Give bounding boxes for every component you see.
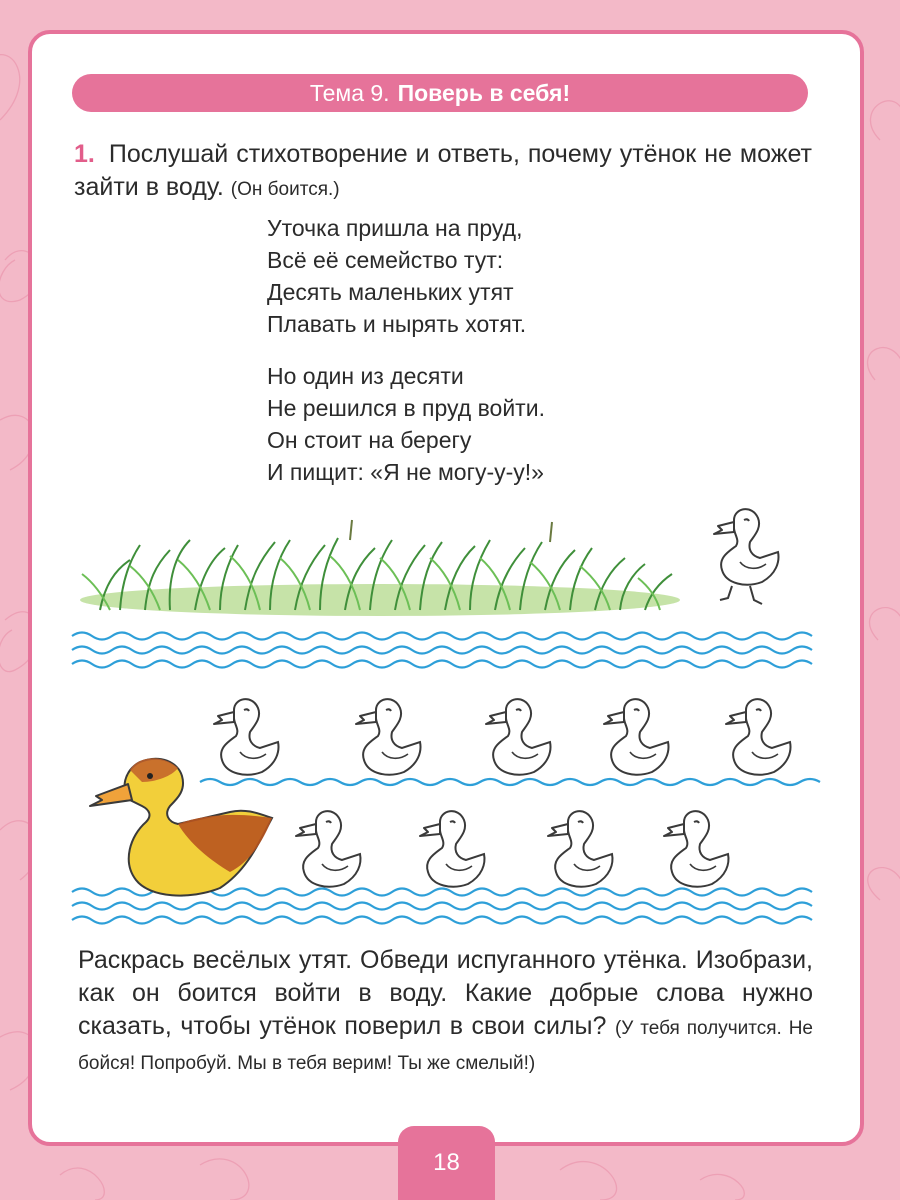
task-1 (74, 138, 812, 206)
duckling (296, 811, 360, 887)
poem-line: Всё её семейство тут: (267, 247, 504, 273)
duckling (664, 811, 728, 887)
scared-duckling (714, 509, 778, 585)
pond-illustration (60, 500, 840, 940)
duckling (548, 811, 612, 887)
duckling (356, 699, 420, 775)
duckling (726, 699, 790, 775)
instruction (78, 944, 813, 1080)
task-number: 1. (74, 140, 95, 168)
duckling (420, 811, 484, 887)
grass-bank (80, 520, 680, 616)
instruction-answer: (У тебя получится. Не бойся! Попробуй. Мы в тебя верим! Ты же смелый!) (78, 1018, 813, 1074)
topic-title: Поверь в себя! (397, 79, 571, 106)
task-text: Послушай стихотворение и ответь, почему утёнок не может зайти в воду. (74, 140, 812, 201)
page-number-label: 18 (433, 1149, 460, 1176)
poem-line: Но один из десяти (267, 363, 464, 389)
topic-prefix: Тема 9. (309, 79, 390, 106)
page-number (398, 1126, 495, 1200)
topic-header (72, 74, 808, 112)
poem-line: И пищит: «Я не могу-у-у!» (267, 459, 544, 485)
duckling (604, 699, 668, 775)
duckling (486, 699, 550, 775)
task-answer: (Он боится.) (230, 179, 340, 200)
poem-line: Плавать и нырять хотят. (267, 311, 527, 337)
poem-stanza-2 (267, 360, 545, 488)
poem-line: Он стоит на берегу (267, 427, 472, 453)
poem-line: Десять маленьких утят (267, 279, 514, 305)
duckling (214, 699, 278, 775)
poem-line: Не решился в пруд войти. (267, 395, 545, 421)
instruction-text: Раскрась весёлых утят. Обведи испуганного утёнка. Изобрази, как он боится войти в воду. Какие добрые слова нужно сказать, чтобы утёнок поверил в свои силы? (78, 946, 813, 1040)
poem-stanza-1 (267, 212, 545, 340)
poem (267, 212, 545, 508)
poem-line: Уточка пришла на пруд, (267, 215, 523, 241)
